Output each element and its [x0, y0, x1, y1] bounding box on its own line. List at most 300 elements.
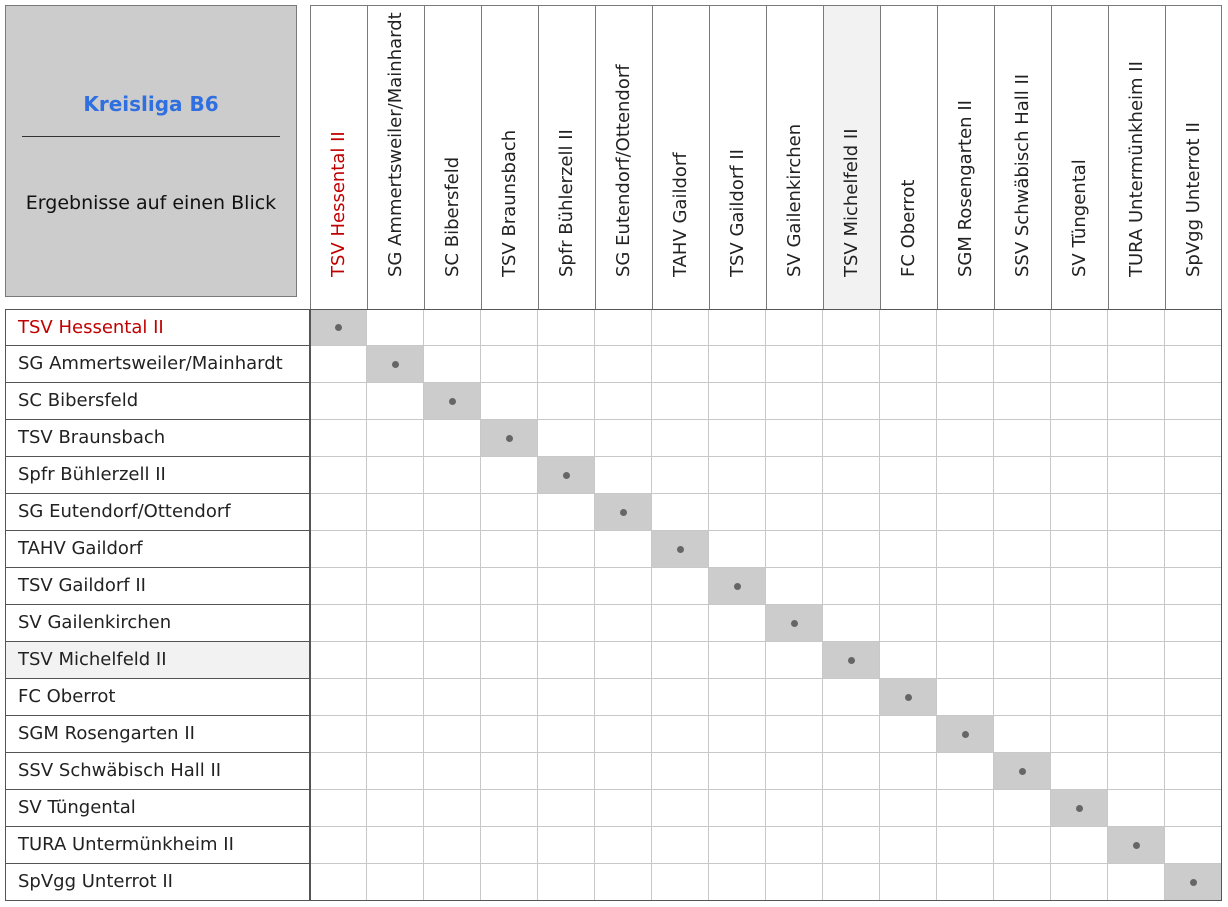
result-cell — [823, 753, 880, 790]
result-cell — [1108, 531, 1165, 568]
result-cell — [880, 494, 937, 531]
result-cell — [1051, 716, 1108, 753]
result-cell — [1165, 790, 1222, 827]
result-cell — [823, 531, 880, 568]
diagonal-cell — [823, 642, 880, 679]
column-header-label: SG Ammertsweiler/Mainhardt — [385, 12, 406, 277]
result-cell — [481, 679, 538, 716]
result-cell — [709, 605, 766, 642]
result-cell — [880, 309, 937, 346]
result-cell — [994, 605, 1051, 642]
result-cell — [937, 605, 994, 642]
team-row-label: SC Bibersfeld — [5, 383, 310, 420]
result-cell — [367, 531, 424, 568]
team-row-label: TSV Hessental II — [5, 309, 310, 346]
result-cell — [481, 494, 538, 531]
result-cell — [880, 457, 937, 494]
result-cell — [538, 420, 595, 457]
result-cell — [367, 420, 424, 457]
result-cell — [538, 531, 595, 568]
result-cell — [1165, 383, 1222, 420]
result-cell — [1051, 642, 1108, 679]
diagonal-cell — [652, 531, 709, 568]
result-cell — [1165, 642, 1222, 679]
result-cell — [880, 753, 937, 790]
result-cell — [367, 864, 424, 901]
column-header — [367, 5, 424, 309]
result-cell — [310, 383, 367, 420]
result-cell — [367, 642, 424, 679]
result-cell — [1108, 346, 1165, 383]
result-cell — [652, 568, 709, 605]
result-cell — [538, 790, 595, 827]
result-cell — [652, 494, 709, 531]
diagonal-cell — [994, 753, 1051, 790]
column-header — [994, 5, 1051, 309]
result-cell — [766, 420, 823, 457]
result-cell — [424, 605, 481, 642]
team-row-label: SpVgg Unterrot II — [5, 864, 310, 901]
league-title: Kreisliga B6 — [83, 92, 219, 116]
team-row-label: TAHV Gaildorf — [5, 531, 310, 568]
result-cell — [709, 309, 766, 346]
result-cell — [310, 679, 367, 716]
diagonal-cell — [424, 383, 481, 420]
result-cell — [1108, 605, 1165, 642]
column-header — [823, 5, 880, 309]
result-cell — [1051, 864, 1108, 901]
team-row-label: SSV Schwäbisch Hall II — [5, 753, 310, 790]
result-cell — [994, 346, 1051, 383]
result-cell — [652, 309, 709, 346]
column-header-label: SV Tüngental — [1069, 159, 1090, 277]
column-header — [766, 5, 823, 309]
result-cell — [937, 864, 994, 901]
result-cell — [709, 531, 766, 568]
column-header — [937, 5, 994, 309]
team-row-label: TURA Untermünkheim II — [5, 827, 310, 864]
result-cell — [1051, 679, 1108, 716]
result-cell — [880, 568, 937, 605]
result-cell — [709, 827, 766, 864]
result-cell — [823, 679, 880, 716]
result-cell — [937, 642, 994, 679]
result-cell — [481, 642, 538, 679]
result-cell — [595, 346, 652, 383]
result-cell — [1108, 864, 1165, 901]
result-cell — [1051, 531, 1108, 568]
result-cell — [310, 346, 367, 383]
result-cell — [880, 531, 937, 568]
result-cell — [880, 716, 937, 753]
result-cell — [538, 679, 595, 716]
result-cell — [481, 346, 538, 383]
result-cell — [880, 383, 937, 420]
result-cell — [424, 568, 481, 605]
result-cell — [481, 568, 538, 605]
result-cell — [538, 605, 595, 642]
column-header-label: TSV Michelfeld II — [841, 128, 862, 277]
result-cell — [310, 827, 367, 864]
result-cell — [595, 605, 652, 642]
result-cell — [424, 753, 481, 790]
result-cell — [766, 864, 823, 901]
column-headers — [310, 5, 1222, 309]
result-cell — [709, 864, 766, 901]
result-cell — [766, 531, 823, 568]
result-cell — [595, 420, 652, 457]
result-cell — [766, 568, 823, 605]
result-cell — [1108, 568, 1165, 605]
result-cell — [481, 827, 538, 864]
result-cell — [823, 383, 880, 420]
result-cell — [652, 642, 709, 679]
result-cell — [424, 679, 481, 716]
result-cell — [652, 420, 709, 457]
result-cell — [1051, 457, 1108, 494]
result-cell — [595, 642, 652, 679]
result-cell — [367, 457, 424, 494]
team-row-label: Spfr Bühlerzell II — [5, 457, 310, 494]
result-cell — [367, 494, 424, 531]
result-cell — [994, 420, 1051, 457]
result-cell — [994, 457, 1051, 494]
column-header — [595, 5, 652, 309]
result-cell — [823, 716, 880, 753]
result-cell — [424, 494, 481, 531]
column-header-label: TSV Braunsbach — [499, 129, 520, 277]
result-cell — [481, 864, 538, 901]
diagonal-cell — [538, 457, 595, 494]
result-cell — [367, 605, 424, 642]
result-cell — [481, 309, 538, 346]
result-cell — [538, 753, 595, 790]
result-cell — [1051, 346, 1108, 383]
result-cell — [310, 864, 367, 901]
result-cell — [538, 827, 595, 864]
result-cell — [424, 827, 481, 864]
result-cell — [310, 457, 367, 494]
result-cell — [766, 679, 823, 716]
result-cell — [994, 679, 1051, 716]
column-header — [424, 5, 481, 309]
result-cell — [709, 753, 766, 790]
result-cell — [937, 568, 994, 605]
result-cell — [538, 568, 595, 605]
column-header-label: TURA Untermünkheim II — [1126, 61, 1147, 277]
result-cell — [709, 679, 766, 716]
results-grid — [310, 309, 1222, 901]
result-cell — [937, 753, 994, 790]
result-cell — [1108, 420, 1165, 457]
team-row-label: SG Eutendorf/Ottendorf — [5, 494, 310, 531]
result-cell — [481, 605, 538, 642]
result-cell — [880, 420, 937, 457]
result-cell — [310, 716, 367, 753]
result-cell — [1108, 716, 1165, 753]
result-cell — [538, 346, 595, 383]
result-cell — [766, 494, 823, 531]
result-cell — [1165, 605, 1222, 642]
result-cell — [1051, 420, 1108, 457]
column-header-label: SSV Schwäbisch Hall II — [1012, 73, 1033, 277]
result-cell — [595, 568, 652, 605]
result-cell — [1108, 457, 1165, 494]
result-cell — [424, 790, 481, 827]
column-header-label: SpVgg Unterrot II — [1182, 122, 1204, 277]
result-cell — [1108, 790, 1165, 827]
column-header — [1165, 5, 1222, 309]
result-cell — [652, 716, 709, 753]
diagonal-cell — [1051, 790, 1108, 827]
result-cell — [595, 457, 652, 494]
result-cell — [766, 827, 823, 864]
team-row-label: FC Oberrot — [5, 679, 310, 716]
result-cell — [994, 864, 1051, 901]
diagonal-cell — [310, 309, 367, 346]
result-cell — [1108, 679, 1165, 716]
result-cell — [1165, 309, 1222, 346]
team-row-label: SG Ammertsweiler/Mainhardt — [5, 346, 310, 383]
result-cell — [310, 420, 367, 457]
result-cell — [595, 716, 652, 753]
result-cell — [937, 309, 994, 346]
result-cell — [481, 753, 538, 790]
result-cell — [595, 753, 652, 790]
column-header — [538, 5, 595, 309]
result-cell — [595, 790, 652, 827]
result-cell — [367, 383, 424, 420]
result-cell — [937, 457, 994, 494]
column-header-label: SC Bibersfeld — [442, 156, 463, 277]
result-cell — [823, 457, 880, 494]
result-cell — [424, 716, 481, 753]
result-cell — [823, 864, 880, 901]
result-cell — [595, 383, 652, 420]
diagonal-cell — [937, 716, 994, 753]
title-box — [5, 5, 297, 297]
result-cell — [1165, 531, 1222, 568]
result-cell — [481, 531, 538, 568]
result-cell — [709, 383, 766, 420]
result-cell — [310, 568, 367, 605]
result-cell — [937, 827, 994, 864]
result-cell — [766, 346, 823, 383]
column-header-label: TAHV Gaildorf — [670, 152, 691, 277]
result-cell — [538, 494, 595, 531]
result-cell — [937, 494, 994, 531]
result-cell — [424, 642, 481, 679]
result-cell — [367, 827, 424, 864]
result-cell — [880, 790, 937, 827]
team-row-label: TSV Gaildorf II — [5, 568, 310, 605]
result-cell — [823, 494, 880, 531]
result-cell — [823, 420, 880, 457]
result-cell — [823, 605, 880, 642]
result-cell — [1051, 383, 1108, 420]
result-cell — [424, 457, 481, 494]
result-cell — [1051, 494, 1108, 531]
result-cell — [1051, 605, 1108, 642]
diagonal-cell — [766, 605, 823, 642]
result-cell — [880, 605, 937, 642]
result-cell — [652, 864, 709, 901]
column-header-label: TSV Hessental II — [328, 131, 349, 277]
result-cell — [310, 605, 367, 642]
column-header-label: Spfr Bühlerzell II — [556, 129, 577, 277]
result-cell — [424, 309, 481, 346]
result-cell — [424, 420, 481, 457]
result-cell — [424, 531, 481, 568]
result-cell — [424, 346, 481, 383]
result-cell — [538, 309, 595, 346]
column-header — [310, 5, 367, 309]
result-cell — [823, 346, 880, 383]
result-cell — [1165, 420, 1222, 457]
result-cell — [937, 679, 994, 716]
result-cell — [1108, 494, 1165, 531]
result-cell — [367, 679, 424, 716]
page-subtitle: Ergebnisse auf einen Blick — [25, 192, 277, 214]
team-name-column — [5, 309, 310, 901]
result-cell — [1108, 642, 1165, 679]
result-cell — [595, 531, 652, 568]
result-cell — [937, 383, 994, 420]
diagonal-cell — [880, 679, 937, 716]
column-header-label: SV Gailenkirchen — [784, 123, 805, 277]
result-cell — [823, 309, 880, 346]
result-cell — [538, 864, 595, 901]
result-cell — [766, 642, 823, 679]
diagonal-cell — [481, 420, 538, 457]
result-cell — [652, 605, 709, 642]
result-cell — [994, 531, 1051, 568]
result-cell — [1051, 827, 1108, 864]
column-header — [1051, 5, 1108, 309]
result-cell — [1165, 346, 1222, 383]
result-cell — [709, 494, 766, 531]
result-cell — [652, 679, 709, 716]
result-cell — [538, 642, 595, 679]
result-cell — [823, 790, 880, 827]
result-cell — [880, 864, 937, 901]
column-header-label: SG Eutendorf/Ottendorf — [613, 64, 634, 277]
result-cell — [652, 346, 709, 383]
column-header — [880, 5, 937, 309]
diagonal-cell — [1165, 864, 1222, 901]
result-cell — [310, 642, 367, 679]
result-cell — [1051, 309, 1108, 346]
result-cell — [937, 420, 994, 457]
column-header — [1108, 5, 1165, 309]
result-cell — [766, 753, 823, 790]
column-header-label: SGM Rosengarten II — [955, 100, 976, 277]
result-cell — [367, 753, 424, 790]
team-row-label: SGM Rosengarten II — [5, 716, 310, 753]
result-cell — [994, 383, 1051, 420]
result-cell — [367, 568, 424, 605]
result-cell — [481, 383, 538, 420]
result-cell — [538, 383, 595, 420]
result-cell — [481, 790, 538, 827]
result-cell — [766, 716, 823, 753]
result-cell — [538, 716, 595, 753]
result-cell — [367, 790, 424, 827]
result-cell — [994, 716, 1051, 753]
result-cell — [1165, 753, 1222, 790]
result-cell — [1165, 568, 1222, 605]
result-cell — [1108, 309, 1165, 346]
result-cell — [709, 642, 766, 679]
result-cell — [709, 457, 766, 494]
result-cell — [1108, 383, 1165, 420]
result-cell — [481, 716, 538, 753]
column-header — [709, 5, 766, 309]
diagonal-cell — [709, 568, 766, 605]
result-cell — [1165, 679, 1222, 716]
result-cell — [766, 309, 823, 346]
column-header — [652, 5, 709, 309]
result-cell — [937, 346, 994, 383]
result-cell — [994, 642, 1051, 679]
result-cell — [823, 827, 880, 864]
result-cell — [367, 716, 424, 753]
result-cell — [310, 494, 367, 531]
result-cell — [880, 827, 937, 864]
result-cell — [994, 494, 1051, 531]
result-cell — [709, 420, 766, 457]
result-cell — [766, 457, 823, 494]
result-cell — [1165, 716, 1222, 753]
result-cell — [595, 309, 652, 346]
result-cell — [1165, 494, 1222, 531]
diagonal-cell — [595, 494, 652, 531]
team-row-label: SV Gailenkirchen — [5, 605, 310, 642]
result-cell — [424, 864, 481, 901]
result-cell — [766, 383, 823, 420]
result-cell — [310, 531, 367, 568]
result-cell — [310, 753, 367, 790]
result-cell — [595, 679, 652, 716]
result-cell — [652, 827, 709, 864]
result-cell — [937, 790, 994, 827]
diagonal-cell — [1108, 827, 1165, 864]
result-cell — [994, 568, 1051, 605]
result-cell — [937, 531, 994, 568]
column-header-label: FC Oberrot — [898, 179, 919, 277]
result-cell — [994, 309, 1051, 346]
result-cell — [652, 457, 709, 494]
result-cell — [1051, 568, 1108, 605]
diagonal-cell — [367, 346, 424, 383]
result-cell — [652, 753, 709, 790]
result-cell — [880, 346, 937, 383]
result-cell — [994, 827, 1051, 864]
result-cell — [1165, 457, 1222, 494]
result-cell — [1108, 753, 1165, 790]
result-cell — [823, 568, 880, 605]
result-cell — [310, 790, 367, 827]
column-header — [481, 5, 538, 309]
result-cell — [367, 309, 424, 346]
result-cell — [766, 790, 823, 827]
result-cell — [652, 383, 709, 420]
result-cell — [709, 790, 766, 827]
team-row-label: TSV Braunsbach — [5, 420, 310, 457]
result-cell — [1051, 753, 1108, 790]
result-cell — [994, 790, 1051, 827]
team-row-label: TSV Michelfeld II — [5, 642, 310, 679]
